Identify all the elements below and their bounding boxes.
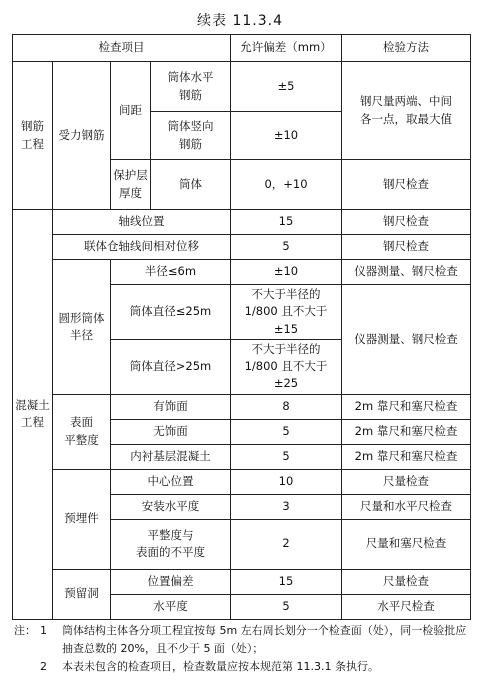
- concrete-embed-1-method: 尺量检查: [342, 469, 471, 494]
- note-1-text: 筒体结构主体各分项工程宜按每 5m 左右周长划分一个检查面（处），同一检验批应抽查总数的 20%，且不少于 5 面（处）；: [62, 624, 467, 656]
- note-prefix: 注：: [14, 624, 36, 637]
- concrete-flat-3-tol: 5: [231, 444, 342, 469]
- concrete-radius-small-tol: ±10: [231, 260, 342, 285]
- concrete-dia-small-tol: 不大于半径的 1/800 且不大于±15: [231, 285, 342, 340]
- concrete-dia-method: 仪器测量、钢尺检查: [342, 285, 471, 395]
- table-title: 续表 11.3.4: [197, 13, 283, 29]
- concrete-hole-2-method: 水平尺检查: [342, 594, 471, 619]
- concrete-embed-1: 中心位置: [111, 469, 231, 494]
- note-2: [14, 658, 470, 676]
- concrete-embed-1-tol: 10: [231, 469, 342, 494]
- concrete-axis: 轴线位置: [53, 210, 231, 235]
- table-notes: [14, 622, 470, 676]
- steel-cover-sub: 筒体: [151, 160, 231, 210]
- header-tolerance: 允许偏差（mm）: [231, 35, 342, 62]
- table-row: [13, 235, 471, 260]
- steel-cover-method: 钢尺检查: [342, 160, 471, 210]
- concrete-hole-group: 预留洞: [53, 569, 111, 619]
- concrete-radius-group: 圆形筒体 半径: [53, 260, 111, 395]
- steel-spacing-method: 钢尺量两端、中间 各一点，取最大值: [342, 62, 471, 160]
- steel-cover-tol: 0，+10: [231, 160, 342, 210]
- concrete-axis-tol: 15: [231, 210, 342, 235]
- concrete-hole-1-tol: 15: [231, 569, 342, 594]
- inspection-table: [12, 34, 471, 620]
- group-concrete: 混凝土 工程: [13, 210, 53, 620]
- concrete-embed-2-method: 尺量和水平尺检查: [342, 494, 471, 519]
- concrete-dia-large-tol: 不大于半径的 1/800 且不大于±25: [231, 339, 342, 394]
- concrete-flat-2: 无饰面: [111, 419, 231, 444]
- concrete-embed-group: 预埋件: [53, 469, 111, 569]
- concrete-hole-1: 位置偏差: [111, 569, 231, 594]
- concrete-embed-2-tol: 3: [231, 494, 342, 519]
- table-row: [13, 62, 471, 112]
- concrete-embed-2: 安装水平度: [111, 494, 231, 519]
- concrete-offset-tol: 5: [231, 235, 342, 260]
- table-row: [13, 469, 471, 494]
- concrete-flat-2-tol: 5: [231, 419, 342, 444]
- concrete-flat-3: 内衬基层混凝土: [111, 444, 231, 469]
- note-2-text: 本表未包含的检查项目，检查数量应按本规范第 11.3.1 条执行。: [62, 660, 379, 674]
- concrete-flat-1-tol: 8: [231, 394, 342, 419]
- concrete-flat-2-method: 2m 靠尺和塞尺检查: [342, 419, 471, 444]
- concrete-hole-2: 水平度: [111, 594, 231, 619]
- concrete-hole-2-tol: 5: [231, 594, 342, 619]
- table-row: [13, 210, 471, 235]
- steel-stress-label: 受力钢筋: [53, 62, 111, 210]
- steel-h-bar-tol: ±5: [231, 62, 342, 112]
- table-row: [13, 260, 471, 285]
- concrete-flat-3-method: 2m 靠尺和塞尺检查: [342, 444, 471, 469]
- concrete-flat-1: 有饰面: [111, 394, 231, 419]
- concrete-offset: 联体仓轴线间相对位移: [53, 235, 231, 260]
- concrete-dia-large: 筒体直径>25m: [111, 339, 231, 394]
- note-2-number: 2: [40, 660, 47, 674]
- concrete-flat-group: 表面 平整度: [53, 394, 111, 469]
- steel-v-bar-tol: ±10: [231, 112, 342, 160]
- group-steel: 钢筋 工程: [13, 62, 53, 210]
- concrete-radius-small-method: 仪器测量、钢尺检查: [342, 260, 471, 285]
- steel-spacing-label: 间距: [111, 62, 151, 160]
- note-1-number: 1: [40, 624, 47, 637]
- steel-h-bar: 筒体水平 钢筋: [151, 62, 231, 112]
- table-header-row: [13, 35, 471, 62]
- concrete-radius-small: 半径≤6m: [111, 260, 231, 285]
- note-1: [14, 622, 470, 658]
- concrete-offset-method: 钢尺检查: [342, 235, 471, 260]
- concrete-embed-3-tol: 2: [231, 519, 342, 569]
- table-row: [13, 569, 471, 594]
- concrete-embed-3: 平整度与 表面的不平度: [111, 519, 231, 569]
- steel-v-bar: 筒体竖向 钢筋: [151, 112, 231, 160]
- concrete-dia-small: 筒体直径≤25m: [111, 285, 231, 340]
- concrete-flat-1-method: 2m 靠尺和塞尺检查: [342, 394, 471, 419]
- header-method: 检验方法: [342, 35, 471, 62]
- table-row: [13, 394, 471, 419]
- concrete-embed-3-method: 尺量和塞尺检查: [342, 519, 471, 569]
- concrete-hole-1-method: 尺量检查: [342, 569, 471, 594]
- steel-cover-label: 保护层 厚度: [111, 160, 151, 210]
- header-item: 检查项目: [13, 35, 231, 62]
- concrete-axis-method: 钢尺检查: [342, 210, 471, 235]
